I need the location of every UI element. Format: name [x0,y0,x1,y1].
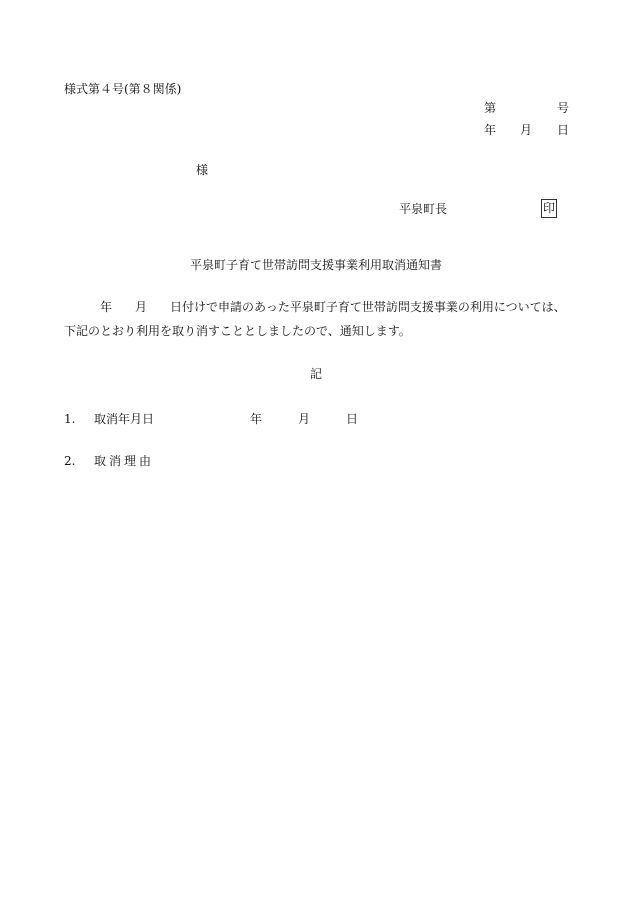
date-day-label: 日 [557,123,570,137]
document-title: 平泉町子育て世帯訪問支援事業利用取消通知書 [190,258,443,272]
date-year-label: 年 [484,123,497,137]
body-paragraph-line-2: 下記のとおり利用を取り消すこととしましたので、通知します。 [64,324,411,338]
issuer-title: 平泉町長 [399,202,448,216]
record-heading: 記 [310,367,323,381]
body-paragraph-line-1 [64,300,566,314]
item-label-cancel-reason: 取消理由 [94,454,155,468]
date-month-label: 月 [520,123,533,137]
item-number: 2. [64,454,76,468]
body-year-label: 年 [100,300,113,314]
addressee-honorific: 様 [196,163,209,177]
form-number: 様式第４号(第８関係) [64,82,182,96]
document-number-suffix: 号 [557,101,570,115]
body-month-label: 月 [135,300,148,314]
item-day-label: 日 [346,412,359,426]
item-year-label: 年 [250,412,263,426]
item-month-label: 月 [298,412,311,426]
item-number: 1. [64,412,76,426]
item-label-cancel-date: 取消年月日 [94,412,155,426]
seal-stamp-box: 印 [541,199,557,218]
body-line-1-text: 日付けで申請のあった平泉町子育て世帯訪問支援事業の利用については、 [170,300,566,314]
document-number-prefix: 第 [484,101,497,115]
